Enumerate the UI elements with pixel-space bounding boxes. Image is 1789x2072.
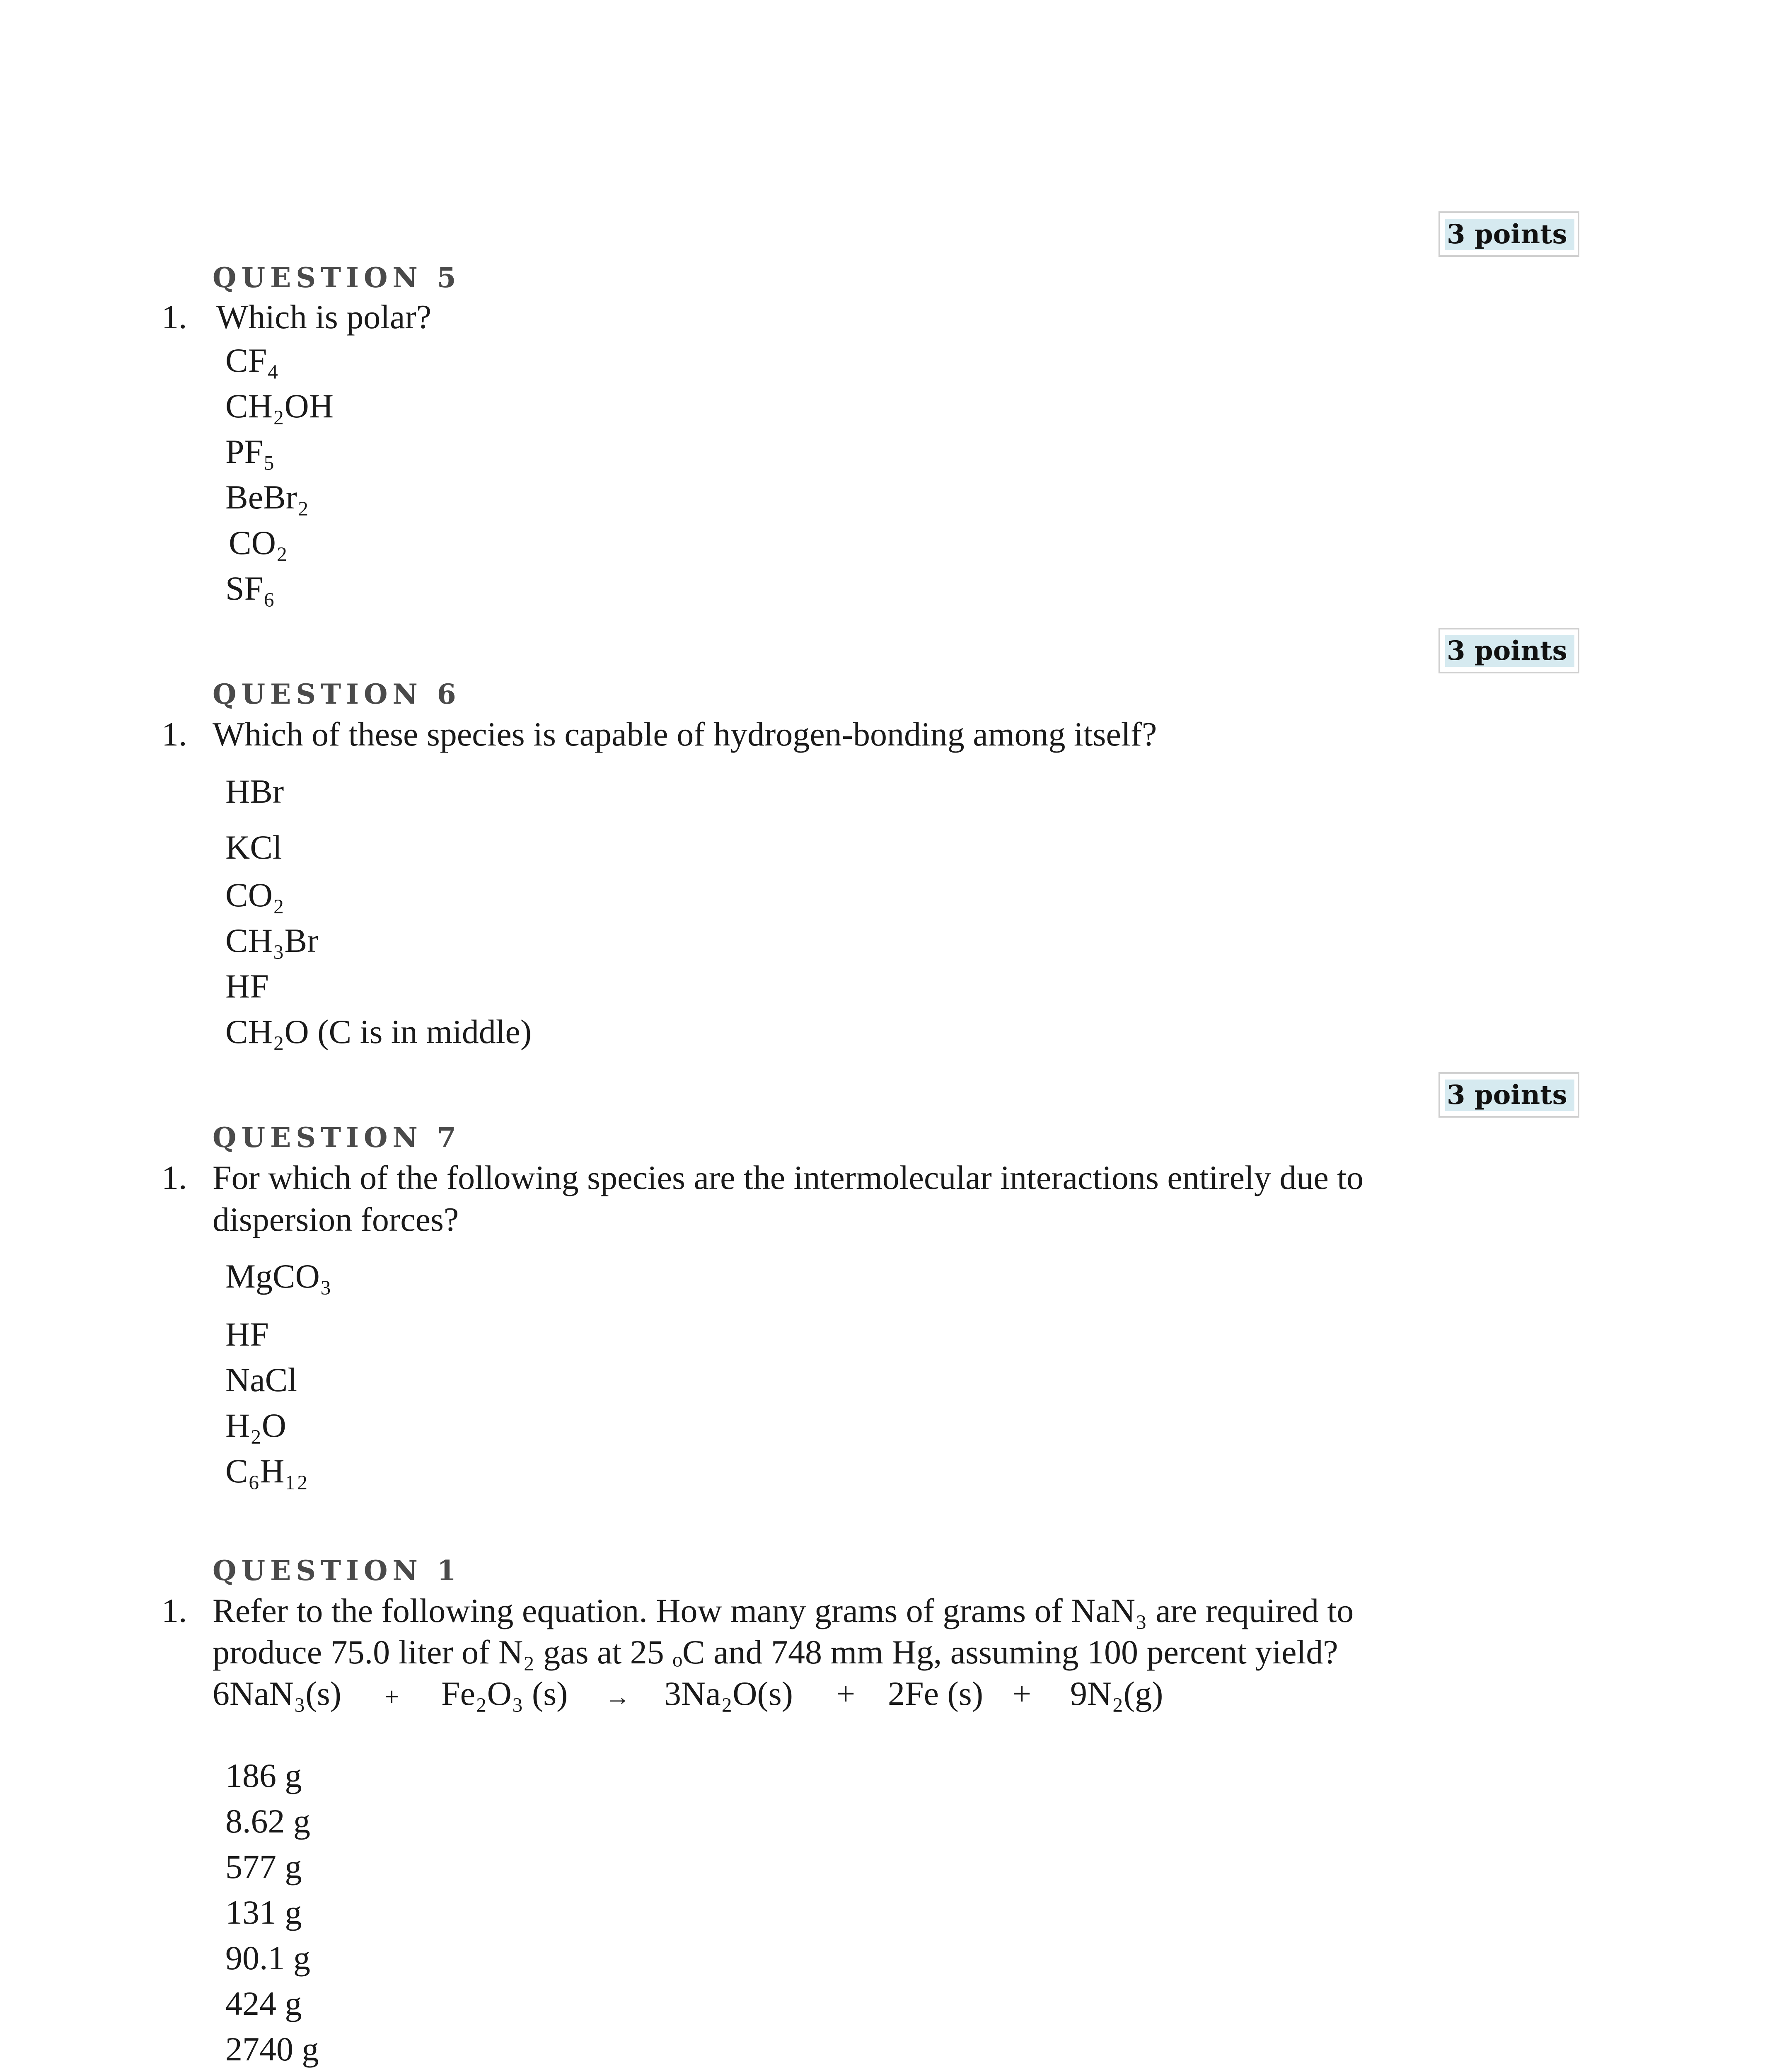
answer-option[interactable]: CO₂ bbox=[225, 876, 285, 914]
question-heading: QUESTION 6 bbox=[213, 678, 461, 710]
question-heading: QUESTION 1 bbox=[213, 1554, 461, 1587]
answer-option[interactable]: 186 g bbox=[225, 1757, 302, 1794]
question-text: produce 75.0 liter of N₂ gas at 25 ₒC and 748 mm Hg, assuming 100 percent yield? bbox=[213, 1633, 1338, 1671]
answer-option[interactable]: HBr bbox=[225, 772, 284, 810]
answer-option[interactable]: CF₄ bbox=[225, 341, 279, 379]
points-badge bbox=[1438, 211, 1579, 257]
equation-term: Fe₂O₃ (s) bbox=[441, 1675, 568, 1712]
question-text: For which of the following species are the intermolecular interactions entirely due to bbox=[213, 1159, 1364, 1196]
question-number: 1. bbox=[162, 298, 187, 336]
answer-option[interactable]: KCl bbox=[225, 828, 282, 866]
answer-option[interactable]: CH₃Br bbox=[225, 922, 319, 959]
equation-term: 2Fe (s) bbox=[888, 1675, 984, 1712]
question-text: Which is polar? bbox=[216, 298, 432, 336]
answer-option[interactable]: SF₆ bbox=[225, 569, 275, 607]
points-label: 3 points bbox=[1445, 635, 1574, 667]
question-heading: QUESTION 5 bbox=[213, 261, 461, 294]
answer-option[interactable]: CH₂O (C is in middle) bbox=[225, 1013, 532, 1051]
equation-term: 3Na₂O(s) bbox=[664, 1675, 793, 1712]
answer-option[interactable]: 577 g bbox=[225, 1848, 302, 1886]
equation-term: 6NaN₃(s) bbox=[213, 1675, 341, 1712]
question-text: Refer to the following equation. How many grams of grams of NaN₃ are required to bbox=[213, 1592, 1354, 1629]
equation-arrow: → bbox=[605, 1683, 631, 1711]
question-number: 1. bbox=[162, 1159, 187, 1196]
question-heading: QUESTION 7 bbox=[213, 1121, 461, 1154]
points-badge bbox=[1438, 1072, 1579, 1118]
question-text: Which of these species is capable of hydrogen-bonding among itself? bbox=[213, 715, 1157, 753]
equation-operator: + bbox=[836, 1675, 856, 1712]
answer-option[interactable]: MgCO₃ bbox=[225, 1257, 332, 1295]
answer-option[interactable]: HF bbox=[225, 1315, 269, 1353]
points-badge bbox=[1438, 628, 1579, 673]
answer-option[interactable]: HF bbox=[225, 967, 269, 1005]
answer-option[interactable]: C₆H₁₂ bbox=[225, 1452, 308, 1490]
answer-option[interactable]: 424 g bbox=[225, 1985, 302, 2022]
answer-option[interactable]: 131 g bbox=[225, 1893, 302, 1931]
answer-option[interactable]: 2740 g bbox=[225, 2030, 319, 2068]
answer-option[interactable]: PF₅ bbox=[225, 433, 275, 470]
question-number: 1. bbox=[162, 1592, 187, 1629]
question-text: dispersion forces? bbox=[213, 1201, 459, 1238]
answer-option[interactable]: CO₂ bbox=[229, 524, 288, 562]
answer-option[interactable]: BeBr₂ bbox=[225, 478, 309, 516]
question-number: 1. bbox=[162, 715, 187, 753]
answer-option[interactable]: NaCl bbox=[225, 1361, 297, 1399]
equation-operator: + bbox=[1012, 1675, 1032, 1712]
answer-option[interactable]: 8.62 g bbox=[225, 1802, 310, 1840]
points-label: 3 points bbox=[1445, 1080, 1574, 1111]
answer-option[interactable]: H₂O bbox=[225, 1406, 287, 1444]
equation-term: 9N₂(g) bbox=[1070, 1675, 1163, 1712]
equation-operator: + bbox=[384, 1683, 399, 1711]
points-label: 3 points bbox=[1445, 219, 1574, 250]
answer-option[interactable]: CH₂OH bbox=[225, 387, 334, 425]
answer-option[interactable]: 90.1 g bbox=[225, 1939, 310, 1977]
